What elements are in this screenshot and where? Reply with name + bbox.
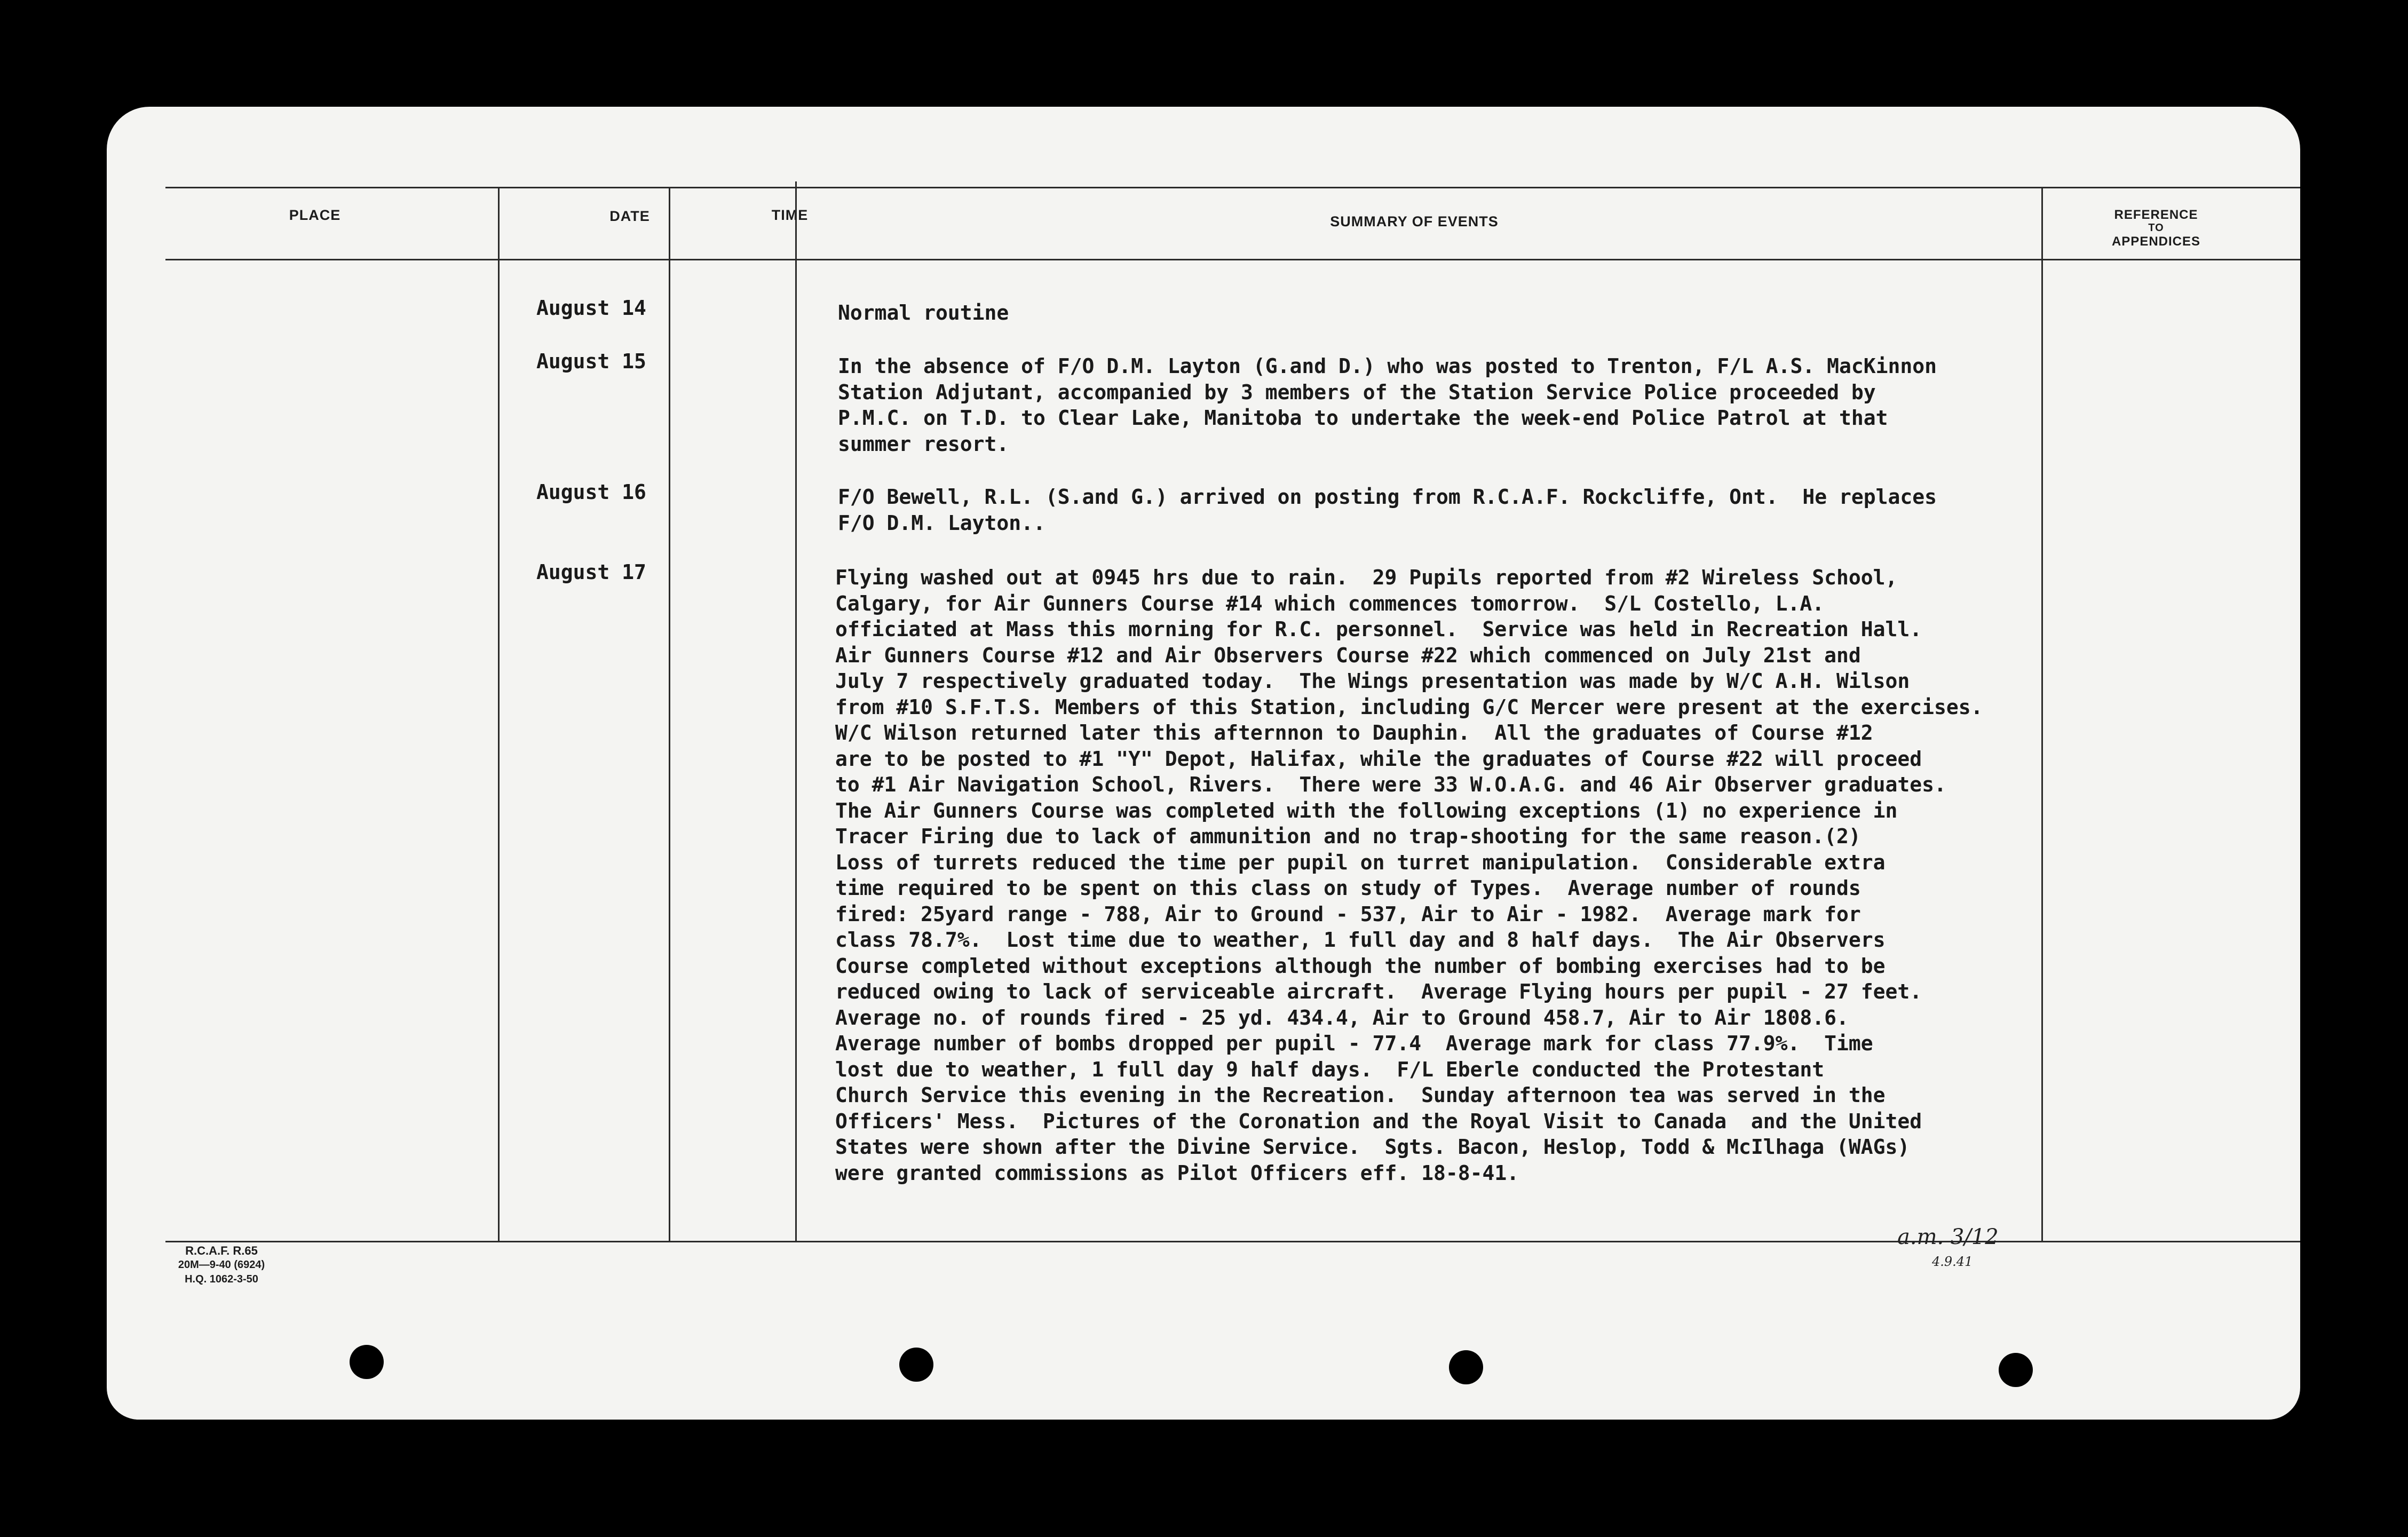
header-reference-to-appendices — [2092, 208, 2220, 248]
punch-hole-1 — [350, 1345, 384, 1379]
header-reference-line3: APPENDICES — [2111, 234, 2201, 249]
entry-text-2: In the absence of F/O D.M. Layton (G.and D.) who was posted to Trenton, F/L A.S. MacKinnon Station Adjutant, accompanied by 3 members of the Station Service Police proceeded by P.M.C. on T.D. to Clear Lake, Manitoba to undertake the week-end Police Patrol at that summer resort. — [838, 354, 1937, 456]
header-reference-line2: TO — [2148, 222, 2164, 234]
header-reference-line1: REFERENCE — [2114, 208, 2198, 222]
divider-place-date — [498, 187, 500, 1241]
signature-date: 4.9.41 — [1932, 1254, 1973, 1269]
header-bottom-rule — [165, 259, 2300, 260]
entry-date-2: August 15 — [536, 350, 646, 373]
header-top-rule — [165, 187, 2300, 188]
entry-date-4: August 17 — [536, 560, 646, 584]
entry-date-3: August 16 — [536, 480, 646, 504]
form-id-line3: H.Q. 1062-3-50 — [185, 1273, 258, 1285]
header-time: TIME — [771, 207, 809, 223]
divider-time-summary — [795, 181, 797, 1241]
entry-text-1: Normal routine — [838, 301, 1009, 324]
entry-text-3: F/O Bewell, R.L. (S.and G.) arrived on posting from R.C.A.F. Rockcliffe, Ont. He replaces F/O D.M. Layton.. — [838, 485, 1937, 535]
form-id-line1: R.C.A.F. R.65 — [185, 1244, 258, 1257]
header-date: DATE — [609, 208, 650, 224]
form-identifier — [163, 1243, 280, 1287]
punch-hole-2 — [899, 1348, 933, 1382]
diary-form-card — [107, 107, 2300, 1420]
header-summary-of-events: SUMMARY OF EVENTS — [1330, 213, 1499, 229]
entry-date-1: August 14 — [536, 296, 646, 320]
punch-hole-4 — [1999, 1353, 2033, 1387]
punch-hole-3 — [1449, 1350, 1483, 1384]
form-id-line2: 20M—9-40 (6924) — [178, 1259, 265, 1271]
entry-text-4: Flying washed out at 0945 hrs due to rain. 29 Pupils reported from #2 Wireless School, Calgary, for Air Gunners Course #14 which commences tomorrow. S/L Costello, L.A. officiated at Mass this morning for R.C. personnel. Service was held in Recreation Hall. Air Gunners Course #12 and Air Observers Course #22 which commenced on July 21st and July 7 respectively graduated today. The Wings presentation was made by W/C A.H. Wilson from #10 S.F.T.S. Members of this Station, including G/C Mercer were present at the exercises. W/C Wilson returned later this afternnon to Dauphin. All the graduates of Course #12 are to be posted to #1 "Y" Depot, Halifax, while the graduates of Course #22 will proceed to #1 Air Navigation School, Rivers. There were 33 W.O.A.G. and 46 Air Observer graduates. The Air Gunners Course was completed with the following exceptions (1) no experience in Tracer Firing due to lack of ammunition and no trap-shooting for the same reason.(2) Loss of turrets reduced the time per pupil on turret manipulation. Considerable extra time required to be spent on this class on study of Types. Average number of rounds fired: 25yard range - 788, Air to Ground - 537, Air to Air - 1982. Average mark for class 78.7%. Lost time due to weather, 1 full day and 8 half days. The Air Observers Course completed without exceptions although the number of bombing exercises had to be reduced owing to lack of serviceable aircraft. Average Flying hours per pupil - 27 feet. Average no. of rounds fired - 25 yd. 434.4, Air to Ground 458.7, Air to Air 1808.6. Average number of bombs dropped per pupil - 77.4 Average mark for class 77.9%. Time lost due to weather, 1 full day 9 half days. F/L Eberle conducted the Protestant Church Service this evening in the Recreation. Sunday afternoon tea was served in the Officers' Mess. Pictures of the Coronation and the Royal Visit to Canada and the United States were shown after the Divine Service. Sgts. Bacon, Heslop, Todd & McIlhaga (WAGs) were granted commissions as Pilot Officers eff. 18-8-41. — [835, 566, 1983, 1185]
header-place: PLACE — [289, 207, 341, 223]
signature-initials: a.m. 3/12 — [1897, 1225, 1999, 1249]
divider-date-time — [669, 187, 670, 1241]
